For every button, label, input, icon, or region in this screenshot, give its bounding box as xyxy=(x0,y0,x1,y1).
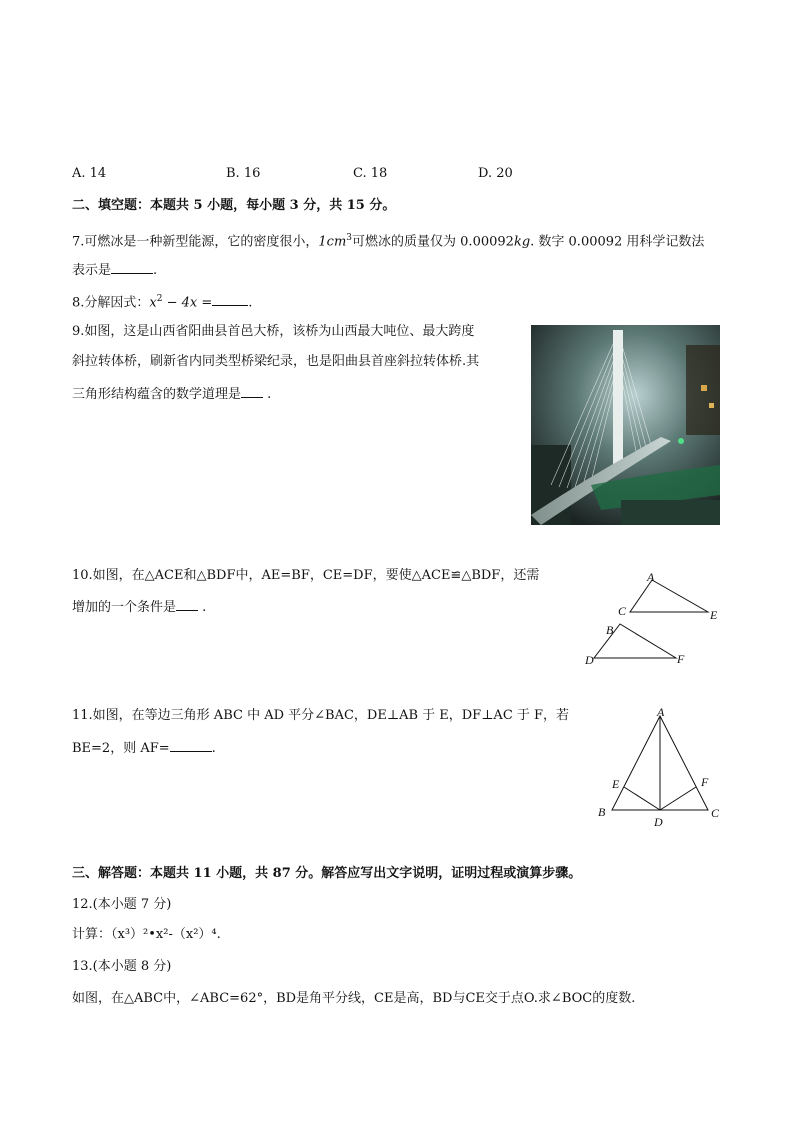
q11-label-b: B xyxy=(598,805,606,819)
triangle-ace xyxy=(630,580,708,612)
q8-prefix: 8.分解因式： xyxy=(72,295,150,311)
q10-label-b: B xyxy=(606,623,614,637)
q10-label-d: D xyxy=(585,653,594,667)
q7-kg: kg xyxy=(513,234,531,250)
q10-end: . xyxy=(202,600,207,615)
q9-prompt: 三角形结构蕴含的数学道理是 xyxy=(72,387,242,402)
q8-expr: x xyxy=(149,295,157,311)
question-12-body: 计算：（x³）²•x²-（x²）⁴. xyxy=(72,927,221,942)
option-d: D. 20 xyxy=(478,166,513,181)
question-7-line-1 xyxy=(72,229,704,251)
q11-label-a: A xyxy=(657,705,665,719)
q11-prompt: BE=2，则 AF= xyxy=(72,741,170,756)
question-9-line-2: 斜拉转体桥，刷新省内同类型桥梁纪录，也是阳曲县首座斜拉转体桥.其 xyxy=(72,354,480,369)
segment-de xyxy=(624,787,660,810)
q7-unit-exp: 3 xyxy=(346,233,353,243)
question-11-line-1: 11.如图，在等边三角形 ABC 中 AD 平分∠BAC，DE⊥AB 于 E，DF⊥AC 于 F，若 xyxy=(72,708,570,723)
bridge-photo xyxy=(531,325,720,525)
q8-expr-rest: − 4x = xyxy=(162,295,213,311)
q7-text-c: . 数字 0.00092 用科学记数法 xyxy=(530,234,705,250)
question-9-line-1: 9.如图，这是山西省阳曲县首邑大桥，该桥为山西最大吨位、最大跨度 xyxy=(72,324,475,339)
q9-end: . xyxy=(267,387,272,402)
question-11-line-2 xyxy=(72,738,216,758)
q7-answer-blank[interactable] xyxy=(111,260,153,274)
q9-answer-blank[interactable] xyxy=(241,384,263,398)
q10-answer-blank[interactable] xyxy=(176,597,198,611)
q7-text-b: 可燃冰的质量仅为 0.00092 xyxy=(352,234,514,250)
q10-prompt: 增加的一个条件是 xyxy=(72,600,177,615)
q10-label-f: F xyxy=(677,652,685,666)
q10-label-a: A xyxy=(647,570,655,584)
section-3-header: 三、解答题：本题共 11 小题，共 87 分。解答应写出文字说明，证明过程或演算步骤。 xyxy=(72,866,582,881)
question-8 xyxy=(72,290,252,312)
question-10-line-2 xyxy=(72,597,206,617)
q7-unit: 1cm xyxy=(318,234,347,250)
q11-label-d: D xyxy=(654,815,663,829)
q7-text-a: 7.可燃冰是一种新型能源，它的密度很小， xyxy=(72,234,319,250)
option-c: C. 18 xyxy=(353,166,388,181)
q11-answer-blank[interactable] xyxy=(170,738,212,752)
segment-df xyxy=(660,787,696,810)
q11-end: . xyxy=(211,741,216,756)
q11-figure xyxy=(592,704,728,832)
question-9-line-3 xyxy=(72,384,271,404)
q11-label-c: C xyxy=(711,806,720,820)
q7-end: . xyxy=(153,263,158,278)
q11-label-f: F xyxy=(701,775,709,789)
question-12-title: 12.(本小题 7 分) xyxy=(72,897,172,912)
question-7-line-2 xyxy=(72,260,157,280)
q7-prompt: 表示是 xyxy=(72,263,112,278)
question-10-line-1: 10.如图，在△ACE和△BDF中，AE=BF，CE=DF，要使△ACE≌△BDF，还需 xyxy=(72,568,540,583)
option-b: B. 16 xyxy=(226,166,261,181)
q10-label-c: C xyxy=(618,604,627,618)
q8-answer-blank[interactable] xyxy=(212,292,248,306)
q8-end: . xyxy=(248,295,253,311)
q10-label-e: E xyxy=(710,608,718,622)
section-2-header: 二、填空题：本题共 5 小题，每小题 3 分，共 15 分。 xyxy=(72,198,396,213)
option-a: A. 14 xyxy=(72,166,107,181)
q11-label-e: E xyxy=(612,777,620,791)
q8-exp: 2 xyxy=(156,294,163,304)
question-13-body: 如图，在△ABC中，∠ABC=62°，BD是角平分线，CE是高，BD与CE交于点O.求∠BOC的度数. xyxy=(72,991,636,1006)
question-13-title: 13.(本小题 8 分) xyxy=(72,959,172,974)
q10-figure xyxy=(580,568,730,672)
